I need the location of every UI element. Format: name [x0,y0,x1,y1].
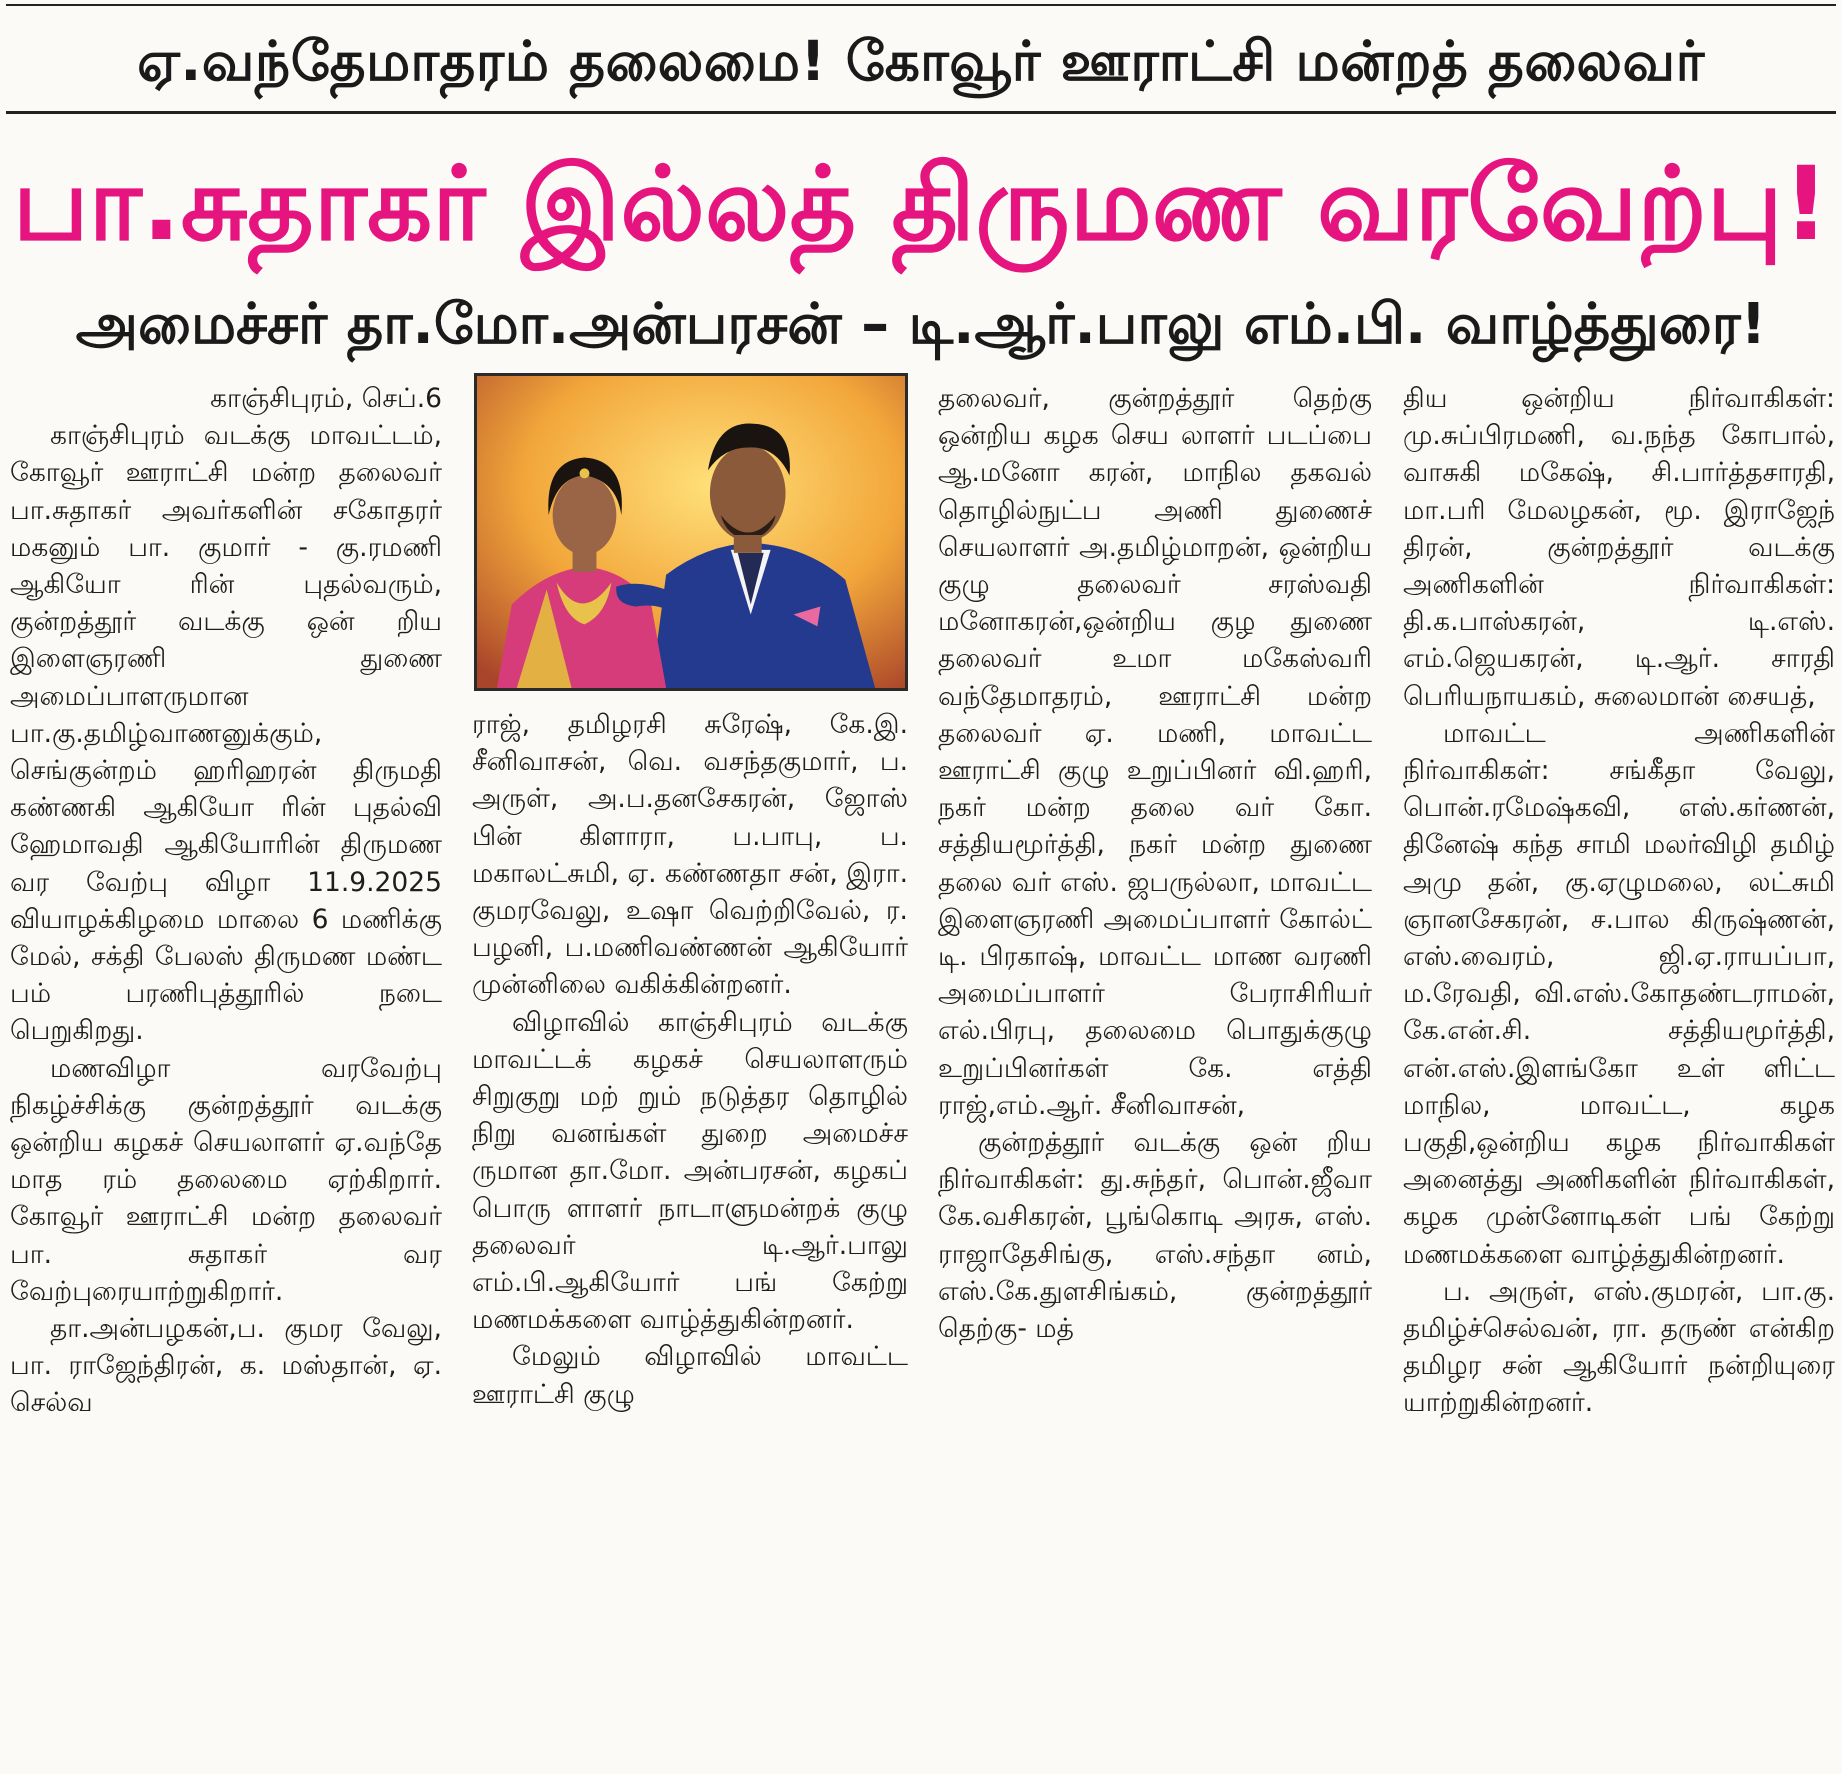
couple-photo [474,373,908,691]
dateline: காஞ்சிபுரம், செப்.6 [210,383,442,414]
paragraph: ப. அருள், எஸ்.குமரன், பா.கு. தமிழ்ச்செல்வன், ரா. தருண் என்கிற தமிழர சன் ஆகியோர் நன்றியுரை யாற்றுகின்றனர். [1403,1275,1835,1419]
main-headline: பா.சுதாகர் இல்லத் திருமண வரவேற்பு! [12,145,1830,264]
couple-photo-illustration [477,376,905,688]
top-rule [6,4,1836,6]
kicker-headline: ஏ.வந்தேமாதரம் தலைமை! கோவூர் ஊராட்சி மன்றத் தலைவர் [137,29,1705,93]
paragraph: திய ஒன்றிய நிர்வாகிகள்: மு.சுப்பிரமணி, வ.நந்த கோபால், வாசுகி மகேஷ், சி.பார்த்தசாரதி, மா.பரி மேலழகன், மூ. இராஜேந் திரன், குன்றத்தூர் வடக்கு அணிகளின் நிர்வாகிகள்: தி.க.பாஸ்கரன், டி.எஸ். எம்.ஜெயகரன், டி.ஆர். சாரதி பெரியநாயகம், சுலைமான் சையத், [1403,383,1835,712]
article-column-3 [938,380,1372,1770]
paragraph: காஞ்சிபுரம் வடக்கு மாவட்டம், கோவூர் ஊராட்சி மன்ற தலைவர் பா.சுதாகர் அவர்களின் சகோதரர் மகனும் பா. குமார் - கு.ரமணி ஆகியோ ரின் புதல்வரும், குன்றத்தூர் வடக்கு ஒன் றிய இளைஞரணி துணை அமைப்பாளருமான பா.கு.தமிழ்வாணனுக்கும், செங்குன்றம் ஹரிஹரன் திருமதி கண்ணகி ஆகியோ ரின் புதல்வி ஹேமாவதி ஆகியோரின் திருமண வர வேற்பு விழா 11.9.2025 வியாழக்கிழமை மாலை 6 மணிக்கு மேல், சக்தி பேலஸ் திருமண மண்ட பம் பரணிபுத்தூரில் நடை பெறுகிறது. [10,420,442,1047]
sub-headline: அமைச்சர் தா.மோ.அன்பரசன் – டி.ஆர்.பாலு எம்.பி. வாழ்த்துரை! [75,292,1767,357]
paragraph: தலைவர், குன்றத்தூர் தெற்கு ஒன்றிய கழக செய லாளர் படப்பை ஆ.மனோ கரன், மாநில தகவல் தொழில்நுட்ப அணி துணைச் செயலாளர் அ.தமிழ்மாறன், ஒன்றிய குழு தலைவர் சரஸ்வதி மனோகரன்,ஒன்றிய குழ துணை தலைவர் உமா மகேஸ்வரி வந்தேமாதரம், ஊராட்சி மன்ற தலைவர் ஏ. மணி, மாவட்ட ஊராட்சி குழு உறுப்பினர் வி.ஹரி, நகர் மன்ற தலை வர் கோ. சத்தியமூர்த்தி, நகர் மன்ற துணை தலை வர் எஸ். ஜபருல்லா, மாவட்ட இளைஞரணி அமைப்பாளர் கோல்ட் டி. பிரகாஷ், மாவட்ட மாண வரணி அமைப்பாளர் பேராசிரியர் எல்.பிரபு, தலைமை பொதுக்குழு உறுப்பினர்கள் கே. எத்தி ராஜ்,எம்.ஆர். சீனிவாசன், [938,383,1372,1121]
article-column-2 [472,706,908,1770]
article-column-1 [10,380,442,1770]
kicker-underline [6,111,1836,114]
paragraph: மணவிழா வரவேற்பு நிகழ்ச்சிக்கு குன்றத்தூர் வடக்கு ஒன்றிய கழகச் செயலாளர் ஏ.வந்தே மாத ரம் தலைமை ஏற்கிறார். கோவூர் ஊராட்சி மன்ற தலைவர் பா. சுதாகர் வர வேற்புரையாற்றுகிறார். [10,1052,442,1307]
paragraph: மாவட்ட அணிகளின் நிர்வாகிகள்: சங்கீதா வேலு, பொன்.ரமேஷ்கவி, எஸ்.கர்ணன், தினேஷ் கந்த சாமி மலர்விழி தமிழ் அமு தன், கு.ஏழுமலை, லட்சுமி ஞானசேகரன், ச.பால கிருஷ்ணன், எஸ்.வைரம், ஜி.ஏ.ராயப்பா, ம.ரேவதி, வி.எஸ்.கோதண்டராமன், கே.என்.சி. சத்தியமூர்த்தி, என்.எஸ்.இளங்கோ உள் ளிட்ட மாநில, மாவட்ட, கழக பகுதி,ஒன்றிய கழக நிர்வாகிகள் அனைத்து அணிகளின் நிர்வாகிகள், கழக முன்னோடிகள் பங் கேற்று மணமக்களை வாழ்த்துகின்றனர். [1403,717,1835,1270]
paragraph: மேலும் விழாவில் மாவட்ட ஊராட்சி குழு [472,1341,908,1410]
paragraph: விழாவில் காஞ்சிபுரம் வடக்கு மாவட்டக் கழகச் செயலாளரும் சிறுகுறு மற் றும் நடுத்தர தொழில் நிறு வனங்கள் துறை அமைச்ச ருமான தா.மோ. அன்பரசன், கழகப் பொரு ளாளர் நாடாளுமன்றக் குழு தலைவர் டி.ஆர்.பாலு எம்.பி.ஆகியோர் பங் கேற்று மணமக்களை வாழ்த்துகின்றனர். [472,1006,908,1336]
paragraph: தா.அன்பழகன்,ப. குமர வேலு, பா. ராஜேந்திரன், க. மஸ்தான், ஏ. செல்வ [10,1313,442,1419]
paragraph: ராஜ், தமிழரசி சுரேஷ், கே.இ. சீனிவாசன், வெ. வசந்தகுமார், ப. அருள், அ.ப.தனசேகரன், ஜோஸ் பின் கிளாரா, ப.பாபு, ப. மகாலட்சுமி, ஏ. கண்ணதா சன், இரா. குமரவேலு, உஷா வெற்றிவேல், ர. பழனி, ப.மணிவண்ணன் ஆகியோர் முன்னிலை வகிக்கின்றனர். [472,709,908,1001]
paragraph: குன்றத்தூர் வடக்கு ஒன் றிய நிர்வாகிகள்: து.சுந்தர், பொன்.ஜீவா கே.வசிகரன், பூங்கொடி அரசு, எஸ். ராஜாதேசிங்கு, எஸ்.சந்தா னம், எஸ்.கே.துளசிங்கம், குன்றத்தூர் தெற்கு- மத் [938,1127,1372,1345]
article-column-4 [1403,380,1835,1770]
